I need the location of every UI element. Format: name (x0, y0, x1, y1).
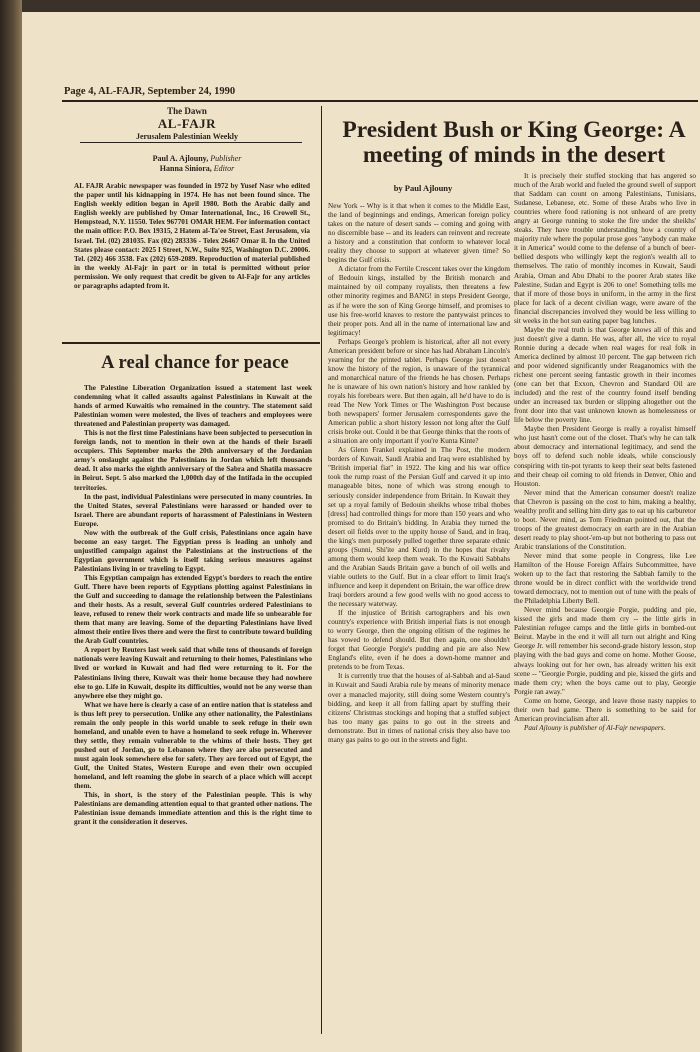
article-paragraph: A dictator from the Fertile Crescent takes over the kingdom of Bedouin kings, installed by the British monarch and maintained by oil company royalists, then threatens a few other minority regimes and BANG! in steps President George, as if he were the son of King George himself, and promises to use his free-world knaves to restore the pantywaist princes to their proper pots. And all in the name of international law and legitimacy! (328, 265, 510, 337)
article-paragraph: Never mind that some people in Congress, like Lee Hamilton of the House Foreign Affairs Subcommittee, have woken up to the fact that restoring the Sabbah family to the throne would be in direct conflict with the worldwide trend toward democracy, not to mention out of tune with the peals of the Philadelphia Liberty Bell. (514, 551, 696, 606)
editorial-paragraph: What we have here is clearly a case of an entire nation that is stateless and is thus left prey to persecution. Unlike any other nationality, the Palestinians remain the only people in this world unable to seek refuge in their own homeland, and unable even to have a homeland to seek refuge in. Wherever they settle, they remain vulnerable to the whims of their hosts. They get pushed out of Jordan, go to Lebanon where they are also persecuted and must again look somewhere else for safety. They are forced out of Egypt, the Gulf, the United States, Western Europe and even their own occupied homeland, and left roaming the globe in search of a place which will accept them. (74, 700, 312, 791)
editorial-paragraph: This Egyptian campaign has extended Egypt's borders to reach the entire Gulf. There have been reports of Egyptians plotting against Palestinians in the Gulf and succeeding to damage the relationship between the Palestinians and their hosts. As a result, several Gulf countries ordered Palestinians to leave, refused to renew their work contracts and made life so unbearable for them that many are leaving. Some of the departing Palestinians have lived almost their entire lives there and were the first to contribute toward building the Arab Gulf countries. (74, 573, 312, 646)
article-column-1 (328, 202, 510, 745)
author-note: Paul Ajlouny is publisher of Al-Fajr newspapers. (524, 723, 666, 732)
article-paragraph: Come on home, George, and leave those nasty nappies to their own bad game. There is something to be said for American provincialism after all. (514, 696, 696, 723)
editorial-paragraph: In the past, individual Palestinians were persecuted in many countries. In the United States, several Palestinians were harassed or handed over to Israel. There are abundant reports of harassment of Palestinians in Western Europe. (74, 492, 312, 528)
article-paragraph: If the injustice of British cartographers and his own country's experience with British imperial fiats is not enough to worry George, then the ongoing elitism of the regimes he has vowed to defend should. But then again, one shouldn't forget that Georgie Porgie's pudding and pie are also New England's elite, even if he does a down-home manner and pretends to be from Texas. (328, 609, 510, 672)
publisher-line (82, 154, 312, 164)
publisher-name: Paul A. Ajlouny, (152, 154, 209, 163)
masthead-name: AL-FAJR (157, 116, 217, 131)
header-rule (62, 100, 698, 102)
editorial-title: A real chance for peace (101, 353, 289, 373)
article-paragraph: It is currently true that the houses of al-Sabbah and al-Saud in Kuwait and Saudi Arabia rule by means of minority menace over a manacled majority, still doing some Western country's bidding, and keep it all from falling apart by stuffing their citizens' Christmas stockings and hoping that a stuffed subject has too many gas pains to go out in the streets and demonstrate. But in times of national crisis they also have too many gas pains to go out in the streets and fight. (328, 672, 510, 744)
masthead-subtitle: Jerusalem Palestinian Weekly (135, 132, 239, 141)
article-paragraph: It is precisely their stuffed stocking that has angered so much of the Arab world and fueled the ground swell of support that Saddam can count on among Palestinians, Tunisians, Sudanese, Lebanese, etc. Some of these Arabs who live in countries where food rationing is not unheard of are pretty angry at George running to stoke the fire under the sheikhs' steaks. They have trouble understanding how a country of majority rule where the popular prose goes "anybody can make it in America" would come to the defense of a bunch of beer-bellied despots who willingly kept the region's wealth all to themselves. The ratio of monthly incomes in Kuwait, Saudi Arabia, Oman and Abu Dhabi to the poorer Arab states like Palestine, Sudan and Egypt is 206 to one! Something tells me that if more of those boys in uniform, in the army in the first place for lack of a decent civilian wage, were aware of the financial discrepancies involved they would be less willing to sit weeks in the hot sun eating paper bag lunches. (514, 172, 696, 325)
editorial-paragraph: A report by Reuters last week said that while tens of thousands of foreign nationals were leaving Kuwait and returning to their homes, Palestinians who lived or worked in Kuwait and had fled were returning to it. For the Palestinians living there, Kuwait was their home because they had nowhere else to go. Life in Kuwait, despite its difficulties, would not be any worse than anywhere else they might go. (74, 646, 312, 700)
book-spine (0, 0, 22, 1052)
article-paragraph: Perhaps George's problem is historical, after all not every American president before or since has had Abraham Lincoln's yearning for the printed tablet. Perhaps George just doesn't know the history of the region, is unaware of the tyrannical and monarchical nature of the friends he has chosen. Perhaps he is unaware of his own nation's history and how rankled by royals his forebears were. But then again, all he'd have to do is read The New York Times or The Washington Post because both newspapers' former Jerusalem correspondents gave the American public a short history lesson not long after the Gulf crisis broke out. Could it be that George thinks that the roots of a situation are only important if you're Kunta Kinte? (328, 337, 510, 446)
article-paragraph: Never mind because Georgie Porgie, pudding and pie, kissed the girls and made them cry -- the little girls in Palestinian refugee camps and the little girls in bombed-out Beirut. Maybe in the end it will all turn out alright and King George Jr. will remember his second-grade history lesson, stop playing with the bad guys and come on home. Mother Goose, always looking out for her own, has already written his exit scene -- "Georgie Porgie, pudding and pie, kissed the girls and made them cry; when the boys came out to play, Georgie Porgie ran away." (514, 606, 696, 696)
article-paragraph: As Glenn Frankel explained in The Post, the modern borders of Kuwait, Saudi Arabia and Iraq were established by "British imperial fiat" in 1922. The king and his war office took the rump roast of the Persian Gulf and carved it up into manageable bites, none of which was strong enough to seriously consider independence from Britain. In Kuwait they set up a royal family of Bedouin sheikhs whose tribal thobes [dress] had controlled things for more than 150 years and who promised to do Britain's bidding. In Arabia they turned the desert oil fields over to the uppity house of Saud, and in Iraq, the king's men purposely pulled together three separate ethnic groups (Sunni, Shi'ite and Kurd) in the hopes that rivalry among them would keep them weak. To the Kuwaiti Sabbahs and the Arabian Sauds Britain gave a bunch of oil wells and viable outlets to the Gulf. But in a clear effort to limit Iraq's influence and keep it dependent on Britain, the war office drew Iraqi borders around a few good wells with no good access to the necessary waterway. (328, 446, 510, 609)
article-headline: President Bush or King George: A meeting of minds in the desert (342, 117, 686, 168)
editorial-paragraph: The Palestine Liberation Organization issued a statement last week condemning what it called assaults against Palestinians in Kuwait at the hands of armed Kuwaitis who remained in the country. The statement said Palestinian women were molested, the lives of teachers and employees were threatened and Palestinian property was damaged. (74, 384, 312, 429)
editor-name: Hanna Siniora, (159, 164, 212, 173)
editor-line (82, 164, 312, 174)
masthead-top: The Dawn (167, 106, 207, 116)
publication-notice: AL FAJR Arabic newspaper was founded in 1972 by Yusef Nasr who edited the paper until his kidnapping in 1974. He has not been found since. The English weekly edition began in April 1980. Both the Arabic daily and English weekly are published by Omar International, Inc., 16 Crowell St., Hempstead, N.Y. 11550. Telex 967701 OMAR HEM. For information contact the main office: P.O. Box 19315, 2 Hatem al-Ta'ee Street, East Jerusalem, via Israel. Tel. (02) 281035. Fax (02) 283336 - Telex 26467 Omar il. In the United States please contact: 2025 I Street, N.W., Suite 925, Washington D.C. 20006. Tel. (202) 466 3538. Fax (202) 659-2089. Reproduction of material published in the weekly Al-Fajr in part or in total is permitted without prior permission. We only request that credit be given to Al-Fajr for any articles or paragraphs adapted from it. (74, 182, 310, 291)
article-paragraph: New York -- Why is it that when it comes to the Middle East, the land of beginnings and endings, American foreign policy takes on the nature of desert sands -- coming and going with no discernible base -- and its leaders can reinvent and recreate a history and a constitution that conform to whatever local reality they choose to support at whatever given time? So begins the Gulf crisis. (328, 202, 510, 265)
editorial-body (74, 384, 312, 827)
newspaper-page (22, 12, 700, 1052)
editorial-paragraph: Now with the outbreak of the Gulf crisis, Palestinians once again have become an easy target. The Egyptian press is leading an unholy and unjustified campaign against the Palestinians at the instructions of the Egyptian government which is itself taking serious measures against Palestinians living in or traveling to Egypt. (74, 528, 312, 573)
article-paragraph: Maybe the real truth is that George knows all of this and just doesn't give a damn. He was, after all, the vice to royal Ronnie during a decade when real wages for real folk in America declined by almost 10 percent. The gap between rich and poor widened significantly under Reaganomics with the richest one percent seeing fantastic growth in their incomes (one can bet that Exxon, Chevron and Standard Oil are included) and the rest of the country found itself bending under an increased tax burden or slipping altogether out the front door into that vast unknown known as homelessness or life below the poverty line. (514, 325, 696, 425)
editorial-paragraph: This is not the first time Palestinians have been subjected to persecution in foreign lands, not to mention in their own at the hands of their Israeli occupiers. This September marks the 20th anniversary of the Jordanian army's onslaught against the Palestinians in Jordan which left thousands dead. It also marks the eighth anniversary of the Sabra and Shatila massacre in Beirut. Sept. 5 also marked the 1,000th day of the Intifada in the occupied territories. (74, 429, 312, 492)
column-rule (321, 106, 322, 1034)
article-paragraph: Maybe then President George is really a royalist himself who just hasn't come out of the closet. That's why he can talk about democracy and international legitimacy, and send the boys off to defend such noble ideals, while consciously conspiring with tin-pot tyrants to keep their seat belts fastened and their cheap oil coming to old friends in Denver, Ohio and Houston. (514, 425, 696, 488)
page-header: Page 4, AL-FAJR, September 24, 1990 (64, 86, 236, 97)
article-paragraph: Never mind that the American consumer doesn't realize that Chevron is passing on the cost to him, making a healthy, wealthy profit and selling him dirty gas to eat up his carburetor to boot. Never mind, as Tom Friedman pointed out, that the troops of the greatest democracy on earth are in the Arabian desert ready to play shoot-'em-up but not bothering to pass out Arabic translations of the Constitution. (514, 488, 696, 551)
masthead-rule (80, 142, 302, 143)
article-column-2 (514, 172, 696, 733)
masthead (82, 106, 292, 141)
staff-box (82, 154, 312, 174)
editorial-paragraph: This, in short, is the story of the Palestinian people. This is why Palestinians are demanding attention equal to that granted other nations. The Palestinian issue demands immediate attention and this is the right time to grant it the consideration it deserves. (74, 791, 312, 827)
notice-rule (62, 342, 320, 344)
publisher-role: Publisher (210, 154, 242, 163)
editor-role: Editor (213, 164, 235, 173)
article-byline: by Paul Ajlouny (393, 183, 453, 193)
